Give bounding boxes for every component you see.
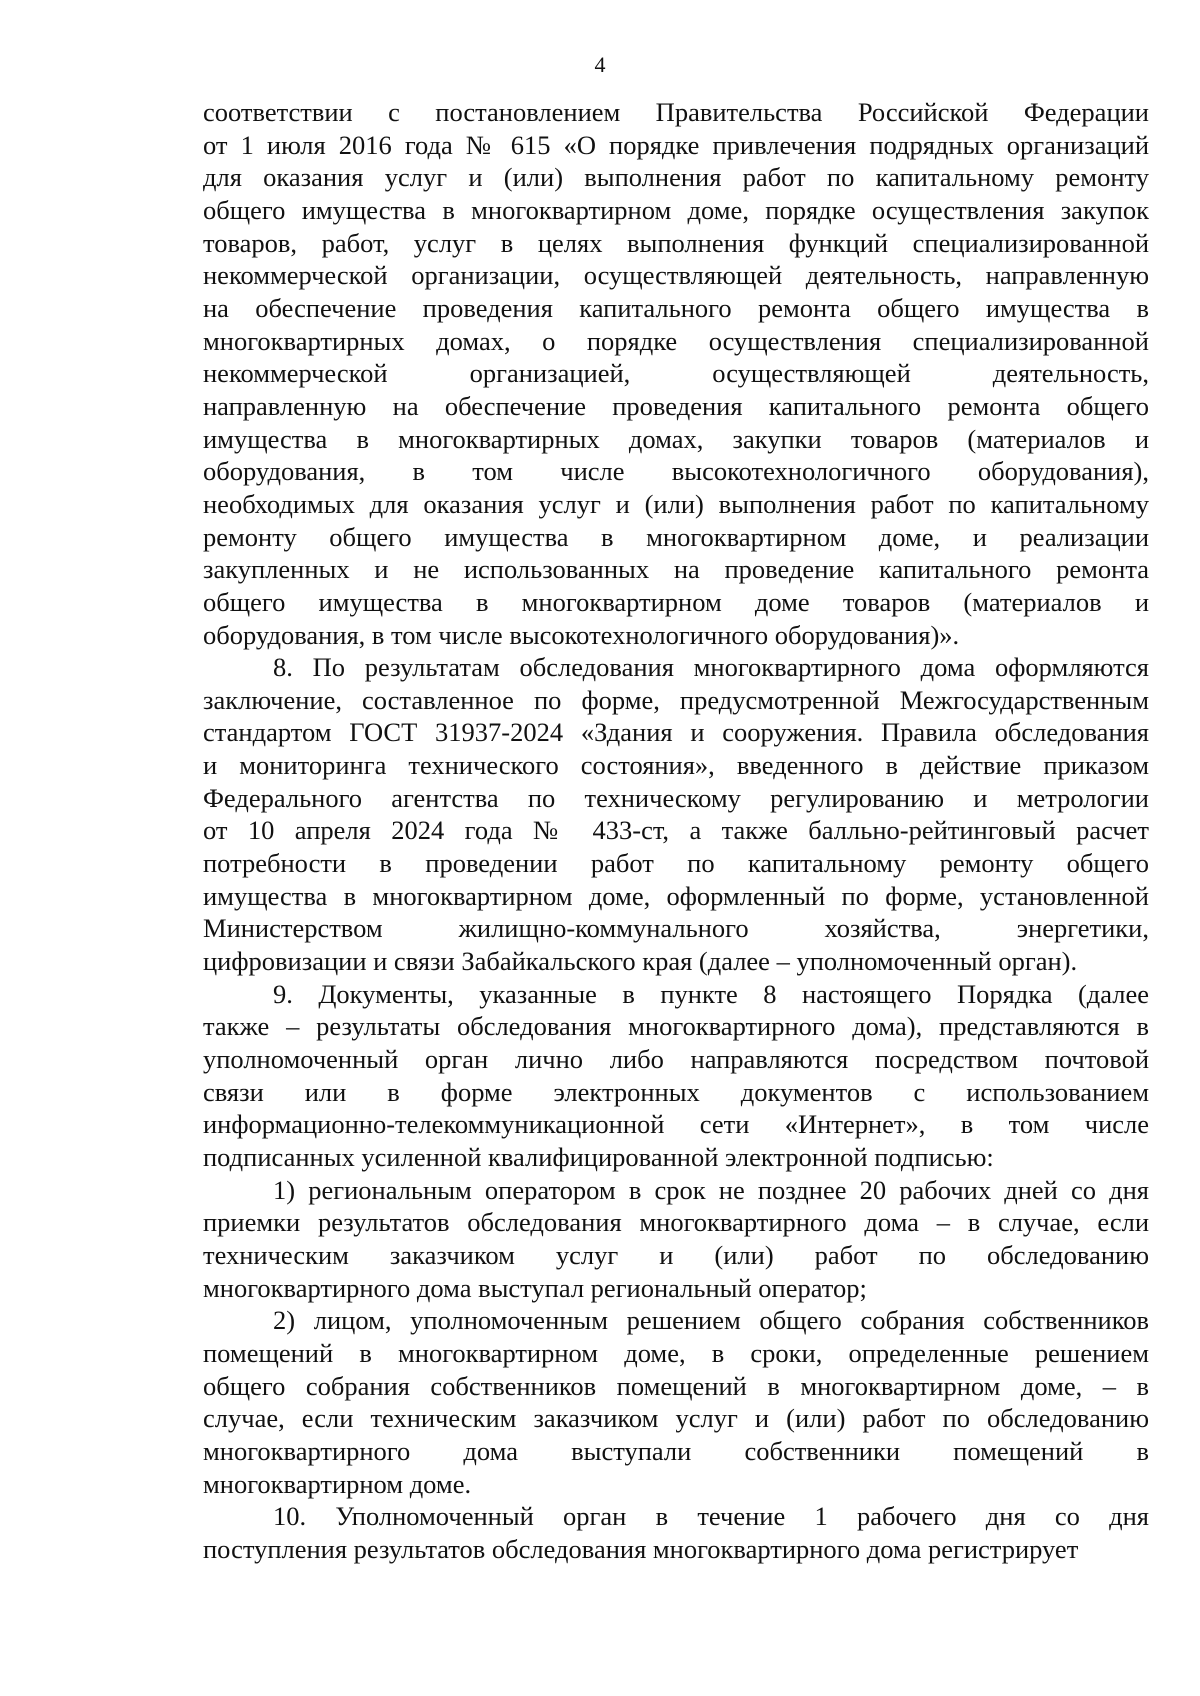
text-line: оборудования, в том числе высокотехнологичного оборудования), [203,456,1149,487]
text-line: уполномоченный орган лично либо направляются посредством почтовой [203,1044,1149,1075]
text-line: подписанных усиленной квалифицированной электронной подписью: [203,1142,994,1172]
text-line: связи или в форме электронных документов с использованием [203,1076,1149,1107]
text-line: на обеспечение проведения капитального ремонта общего имущества в [203,292,1149,323]
text-line: общего имущества в многоквартирном доме товаров (материалов и [203,586,1149,617]
text-line: помещений в многоквартирном доме, в сроки, определенные решением [203,1337,1149,1368]
text-line: 8. По результатам обследования многоквартирного дома оформляются [273,652,1149,683]
text-line: общего имущества в многоквартирном доме, порядке осуществления закупок [203,194,1149,225]
text-line: для оказания услуг и (или) выполнения работ по капитальному ремонту [203,162,1149,193]
document-body [203,96,1149,1566]
text-line: случае, если техническим заказчиком услуг и (или) работ по обследованию [203,1403,1149,1434]
text-line: товаров, работ, услуг в целях выполнения функций специализированной [203,227,1149,258]
text-line: цифровизации и связи Забайкальского края (далее – уполномоченный орган). [203,946,1078,977]
text-line: и мониторинга технического состояния», введенного в действие приказом [203,750,1149,781]
text-line: 1) региональным оператором в срок не позднее 20 рабочих дней со дня [273,1174,1149,1205]
page-number: 4 [594,52,606,77]
text-line: многоквартирного дома выступал региональный оператор; [203,1272,867,1303]
text-line: стандартом ГОСТ 31937-2024 «Здания и сооружения. Правила обследования [203,717,1149,748]
text-line: 2) лицом, уполномоченным решением общего собрания собственников [273,1305,1149,1336]
text-line: имущества в многоквартирном доме, оформленный по форме, установленной [203,880,1149,911]
text-line: ремонту общего имущества в многоквартирном доме, и реализации [203,521,1149,552]
text-line: Министерством жилищно-коммунального хозяйства, энергетики, [203,913,1149,944]
text-line: имущества в многоквартирных домах, закупки товаров (материалов и [203,423,1149,454]
text-line: потребности в проведении работ по капитальному ремонту общего [203,848,1149,879]
text-line: заключение, составленное по форме, предусмотренной Межгосударственным [203,684,1149,715]
text-line: многоквартирном доме. [203,1468,472,1499]
text-line: от 1 июля 2016 года № 615 «О порядке привлечения подрядных организаций [203,129,1149,160]
text-line: соответствии с постановлением Правительства Российской Федерации [203,97,1149,127]
text-line: техническим заказчиком услуг и (или) работ по обследованию [203,1239,1149,1270]
text-line: также – результаты обследования многоквартирного дома), представляются в [203,1011,1149,1042]
text-line: закупленных и не использованных на проведение капитального ремонта [203,554,1149,585]
text-line: Федерального агентства по техническому регулированию и метрологии [203,782,1149,813]
text-line: направленную на обеспечение проведения капитального ремонта общего [203,390,1149,421]
text-line: некоммерческой организации, осуществляющей деятельность, направленную [203,260,1149,291]
text-line: многоквартирного дома выступали собственники помещений в [203,1435,1149,1466]
text-line: общего собрания собственников помещений в многоквартирном доме, – в [203,1370,1149,1401]
text-line: многоквартирных домах, о порядке осуществления специализированной [203,325,1149,356]
text-line: информационно-телекоммуникационной сети «Интернет», в том числе [203,1109,1149,1140]
text-line: оборудования, в том числе высокотехнологичного оборудования)». [203,619,960,650]
text-line: от 10 апреля 2024 года № 433-ст, а также балльно-рейтинговый расчет [203,815,1149,846]
text-line: некоммерческой организацией, осуществляющей деятельность, [203,358,1149,389]
text-line: необходимых для оказания услуг и (или) выполнения работ по капитальному [203,488,1149,519]
text-line: 10. Уполномоченный орган в течение 1 рабочего дня со дня [273,1501,1149,1532]
text-line: приемки результатов обследования многоквартирного дома – в случае, если [203,1207,1149,1238]
text-line: поступления результатов обследования многоквартирного дома регистрирует [203,1533,1079,1564]
text-line: 9. Документы, указанные в пункте 8 настоящего Порядка (далее [273,978,1149,1009]
